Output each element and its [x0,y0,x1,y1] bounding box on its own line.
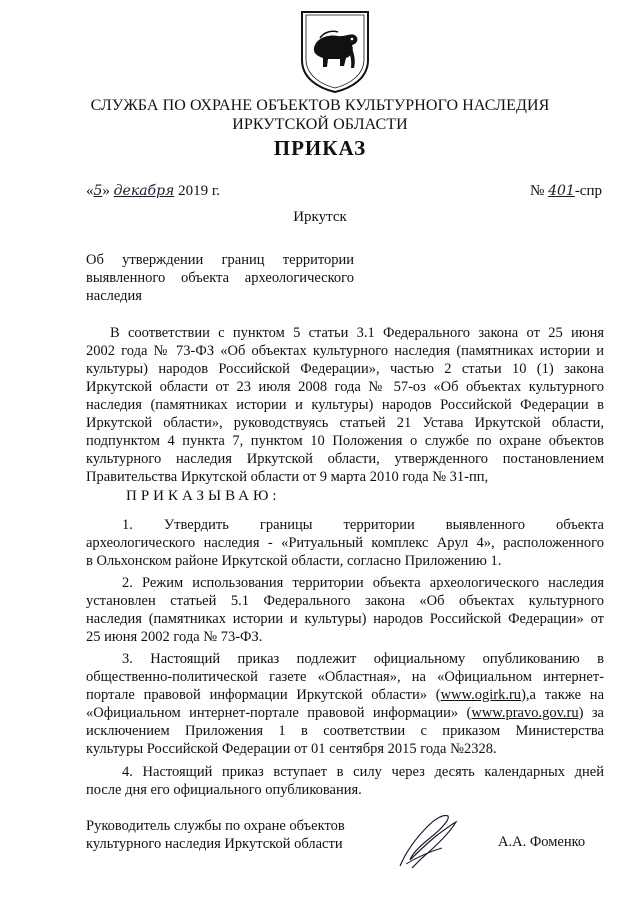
preamble-line: культурного наследия Иркутской области, утвержденного постановлением [86,451,604,467]
pravo-link[interactable]: www.pravo.gov.ru [471,705,579,721]
preamble-line: подпунктом 4 пункта 7, пунктом 10 Положения о службе по охране объектов [86,433,604,449]
preamble-line: Правительства Иркутской области от 9 марта 2010 года № 31-пп, [86,469,489,485]
preamble-line: культуры) народов Российской Федерации», частью 2 статьи 10 (1) закона [86,361,604,377]
organization-name-line2: ИРКУТСКОЙ ОБЛАСТИ [232,116,408,133]
item-text: портале правовой информации Иркутской области» ( [86,687,441,703]
item-line: установлен статьей 5.1 Федерального закона «Об объектах культурного [86,593,604,609]
order-heading: ПРИКАЗЫВАЮ: [126,488,281,504]
organization-name-line1: СЛУЖБА ПО ОХРАНЕ ОБЪЕКТОВ КУЛЬТУРНОГО НАСЛЕДИЯ [90,97,550,114]
number-suffix: -спр [574,183,602,199]
date-open-quote: « [86,183,94,199]
order-item-2 [86,574,604,646]
item-line [86,686,604,704]
document-date [86,183,220,200]
item-line: 2. Режим использования территории объекта археологического наследия [122,575,604,591]
item-line: археологического наследия - «Ритуальный комплекс Арул 4», расположенного [86,535,604,551]
date-day: 5 [93,183,103,199]
preamble-line: Иркутской области», руководствуясь статьей 21 Устава Иркутской области, [86,415,604,431]
document-title: ПРИКАЗ [273,136,367,160]
subject-line: Об утверждении границ территории [86,252,354,268]
item-line: культуры Российской Федерации от 01 сентября 2015 года №2328. [86,741,497,757]
preamble-paragraph [86,324,604,486]
date-year: 2019 г. [178,183,221,199]
item-line: 3. Настоящий приказ подлежит официальному опубликованию в [122,651,604,667]
signatory-name: А.А. Фоменко [498,834,586,850]
item-line: общественно-политической газете «Областная», на «Официальном интернет- [86,669,604,685]
order-item-3 [86,650,604,758]
preamble-line: наследия (памятниках истории и культуры) народов Российской Федерации в [86,397,604,413]
preamble-line: В соответствии с пунктом 5 статьи 3.1 Федерального закона от 25 июня [110,325,604,341]
item-text: «Официальном интернет-портале правовой информации» ( [86,705,472,721]
coat-of-arms-icon [294,8,376,94]
item-line: 1. Утвердить границы территории выявленного объекта [122,517,604,533]
number-value: 401 [548,183,575,199]
signatory-position [86,817,345,853]
item-line [86,704,604,722]
order-item-1 [86,516,604,570]
ogirk-link[interactable]: www.ogirk.ru [440,687,522,703]
date-month: декабря [113,183,175,199]
date-close-quote: » [102,183,110,199]
item-line: в Ольхонском районе Иркутской области, согласно Приложению 1. [86,553,502,569]
handwritten-signature [392,808,464,872]
item-line: наследия (памятниках истории и культуры) народов Российской Федерации» от [86,611,604,627]
preamble-line: 2002 года № 73-ФЗ «Об объектах культурного наследия (памятниках истории и [86,343,604,359]
order-item-4 [86,763,604,799]
document-subject [86,251,354,305]
subject-line: выявленного объекта археологического [86,270,354,286]
preamble-line: Иркутской области от 23 июля 2008 года № 57-оз «Об объектах культурного [86,379,604,395]
subject-line: наследия [86,288,142,304]
item-line: 25 июня 2002 года № 73-ФЗ. [86,629,263,645]
position-line: Руководитель службы по охране объектов [86,818,345,834]
item-line: после дня его официального опубликования. [86,782,362,798]
item-text: ) за [578,705,604,721]
position-line: культурного наследия Иркутской области [86,836,343,852]
item-line: исключением Приложения 1 в соответствии с приказом Министерства [86,723,604,739]
item-line: 4. Настоящий приказ вступает в силу через десять календарных дней [122,764,604,780]
document-number [530,183,602,200]
item-text: ),а также на [521,687,605,703]
number-prefix: № [530,183,545,199]
document-city: Иркутск [293,209,347,225]
